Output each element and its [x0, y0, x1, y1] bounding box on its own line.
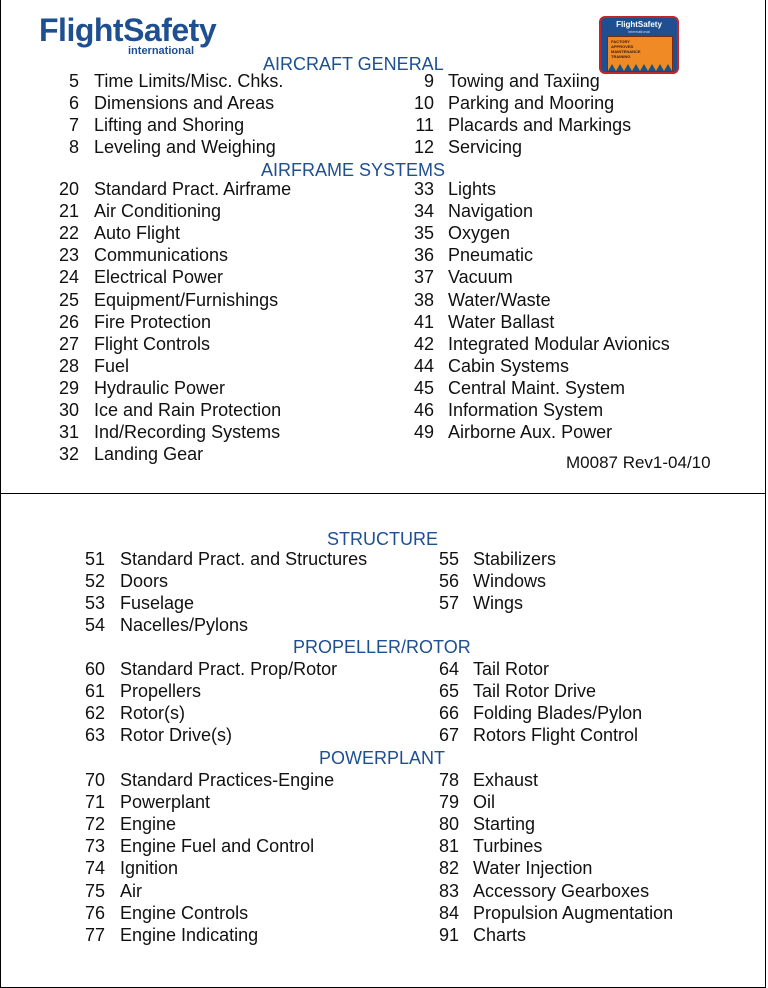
- chapter-title: Navigation: [448, 201, 534, 222]
- chapter-title: Starting: [473, 814, 536, 835]
- chapter-number: 81: [438, 836, 459, 857]
- chapter-number: 27: [58, 333, 79, 354]
- chapter-title: Water Injection: [473, 858, 593, 879]
- chapter-title: Oil: [473, 792, 495, 813]
- chapter-title: Standard Pract. Airframe: [94, 179, 292, 199]
- chapter-title: Air Conditioning: [94, 201, 222, 222]
- chapter-title: Lifting and Shoring: [94, 115, 245, 136]
- chapter-number: 75: [84, 880, 105, 901]
- section-heading: AIRCRAFT GENERAL: [263, 54, 444, 74]
- chapter-title: Standard Practices-Engine: [120, 770, 335, 790]
- section-heading: AIRFRAME SYSTEMS: [261, 160, 446, 180]
- chapter-title: Standard Pract. and Structures: [120, 549, 368, 569]
- chapter-title: Lights: [448, 179, 497, 199]
- chapter-number: 25: [58, 289, 79, 310]
- chapter-title: Placards and Markings: [448, 115, 632, 136]
- chapter-number: 24: [58, 267, 79, 288]
- chapter-title: Rotor Drive(s): [120, 725, 233, 746]
- chapter-number: 22: [58, 223, 79, 244]
- training-badge-icon: [599, 16, 679, 74]
- chapter-title: Oxygen: [448, 223, 511, 244]
- chapter-title: Exhaust: [473, 770, 539, 790]
- chapter-title: Dimensions and Areas: [94, 93, 275, 114]
- chapter-number: 64: [438, 659, 459, 679]
- chapter-number: 63: [84, 725, 105, 746]
- chapter-title: Rotors Flight Control: [473, 725, 639, 746]
- chapter-title: Engine Controls: [120, 902, 249, 923]
- chapter-number: 41: [413, 311, 434, 332]
- chapter-number: 70: [84, 770, 105, 790]
- chapter-title: Stabilizers: [473, 549, 557, 569]
- badge-line: MAINTENANCE: [611, 49, 641, 54]
- chapter-title: Auto Flight: [94, 223, 181, 244]
- chapter-title: Accessory Gearboxes: [473, 880, 650, 901]
- chapter-number: 73: [84, 836, 105, 857]
- chapter-number: 20: [58, 179, 79, 199]
- chapter-number: 23: [58, 245, 79, 266]
- chapter-title: Flight Controls: [94, 333, 211, 354]
- chapter-number: 57: [438, 593, 459, 614]
- chapter-title: Windows: [473, 571, 547, 592]
- chapter-number: 54: [84, 615, 105, 636]
- chapter-number: 71: [84, 792, 105, 813]
- chapter-title: Equipment/Furnishings: [94, 289, 279, 310]
- chapter-number: 53: [84, 593, 105, 614]
- chapter-title: Ignition: [120, 858, 179, 879]
- chapter-number: 44: [413, 355, 434, 376]
- chapter-title: Standard Pract. Prop/Rotor: [120, 659, 338, 679]
- chapter-title: Doors: [120, 571, 169, 592]
- chapter-number: 91: [438, 924, 459, 945]
- chapter-title: Cabin Systems: [448, 355, 570, 376]
- chapter-title: Engine Indicating: [120, 924, 259, 945]
- chapter-number: 72: [84, 814, 105, 835]
- chapter-number: 66: [438, 703, 459, 724]
- chapter-title: Air: [120, 880, 142, 901]
- chapter-title: Communications: [94, 245, 229, 266]
- chapter-title: Towing and Taxiing: [448, 71, 600, 91]
- chapter-title: Time Limits/Misc. Chks.: [94, 71, 284, 91]
- chapter-title: Charts: [473, 924, 527, 945]
- chapter-number: 36: [413, 245, 434, 266]
- logo-subtitle: international: [128, 45, 195, 57]
- chapter-number: 77: [84, 924, 105, 945]
- chapter-title: Landing Gear: [94, 444, 204, 465]
- top-card: [0, 0, 766, 494]
- chapter-number: 67: [438, 725, 459, 746]
- chapter-number: 38: [413, 289, 434, 310]
- chapter-title: Fire Protection: [94, 311, 212, 332]
- chapter-number: 30: [58, 400, 79, 420]
- chapter-number: 55: [438, 549, 459, 569]
- chapter-number: 51: [84, 549, 105, 569]
- section-heading: POWERPLANT: [319, 748, 446, 768]
- chapter-number: 78: [438, 770, 459, 790]
- badge-line: APPROVED: [611, 44, 634, 49]
- chapter-number: 84: [438, 902, 459, 923]
- chapter-number: 82: [438, 858, 459, 879]
- badge-teeth-icon: [608, 62, 672, 71]
- chapter-number: 26: [58, 311, 79, 332]
- chapter-title: Rotor(s): [120, 703, 186, 724]
- chapter-title: Propulsion Augmentation: [473, 902, 674, 923]
- chapter-number: 35: [413, 223, 434, 244]
- chapter-number: 37: [413, 267, 434, 288]
- chapter-number: 33: [413, 179, 434, 199]
- bottom-card: [0, 493, 766, 988]
- chapter-title: Leveling and Weighing: [94, 137, 276, 158]
- chapter-title: Water/Waste: [448, 289, 551, 310]
- chapter-number: 80: [438, 814, 459, 835]
- chapter-title: Information System: [448, 400, 604, 420]
- chapter-title: Tail Rotor: [473, 659, 550, 679]
- chapter-title: Parking and Mooring: [448, 93, 615, 114]
- chapter-number: 28: [58, 355, 79, 376]
- chapter-title: Central Maint. System: [448, 377, 626, 398]
- chapter-title: Engine: [120, 814, 177, 835]
- chapter-number: 76: [84, 902, 105, 923]
- chapter-title: Servicing: [448, 137, 523, 158]
- chapter-number: 61: [84, 681, 105, 702]
- chapter-number: 46: [413, 400, 434, 420]
- chapter-number: 5: [68, 71, 79, 91]
- chapter-number: 8: [68, 137, 79, 158]
- chapter-title: Hydraulic Power: [94, 377, 226, 398]
- chapter-number: 32: [58, 444, 79, 465]
- chapter-number: 74: [84, 858, 105, 879]
- chapter-title: Turbines: [473, 836, 543, 857]
- chapter-title: Airborne Aux. Power: [448, 422, 613, 443]
- chapter-number: 45: [413, 377, 434, 398]
- chapter-number: 21: [58, 201, 79, 222]
- section-heading: PROPELLER/ROTOR: [293, 637, 471, 657]
- badge-line: FACTORY: [611, 39, 630, 44]
- chapter-title: Ind/Recording Systems: [94, 422, 281, 443]
- chapter-title: Integrated Modular Avionics: [448, 333, 670, 354]
- chapter-number: 65: [438, 681, 459, 702]
- chapter-title: Ice and Rain Protection: [94, 400, 282, 420]
- chapter-number: 79: [438, 792, 459, 813]
- chapter-title: Tail Rotor Drive: [473, 681, 597, 702]
- chapter-number: 29: [58, 377, 79, 398]
- chapter-number: 49: [413, 422, 434, 443]
- chapter-number: 10: [413, 93, 434, 114]
- chapter-number: 9: [423, 71, 434, 91]
- chapter-title: Pneumatic: [448, 245, 534, 266]
- chapter-number: 6: [68, 93, 79, 114]
- document-number: M0087 Rev1-04/10: [566, 453, 711, 472]
- chapter-title: Propellers: [120, 681, 202, 702]
- chapter-title: Folding Blades/Pylon: [473, 703, 643, 724]
- badge-line: TRAINING: [611, 54, 631, 59]
- chapter-number: 34: [413, 201, 434, 222]
- chapter-number: 60: [84, 659, 105, 679]
- chapter-number: 11: [415, 115, 434, 136]
- chapter-title: Water Ballast: [448, 311, 555, 332]
- badge-subtitle: international: [628, 29, 650, 34]
- chapter-title: Engine Fuel and Control: [120, 836, 315, 857]
- chapter-number: 31: [58, 422, 79, 443]
- section-heading: STRUCTURE: [327, 529, 438, 549]
- chapter-number: 62: [84, 703, 105, 724]
- chapter-title: Wings: [473, 593, 524, 614]
- badge-title: FlightSafety: [616, 20, 662, 29]
- chapter-title: Vacuum: [448, 267, 513, 288]
- badge-panel: [607, 36, 673, 72]
- chapter-title: Powerplant: [120, 792, 211, 813]
- chapter-number: 56: [438, 571, 459, 592]
- chapter-number: 7: [68, 115, 79, 136]
- chapter-title: Fuel: [94, 355, 130, 376]
- chapter-number: 83: [438, 880, 459, 901]
- chapter-title: Electrical Power: [94, 267, 224, 288]
- chapter-number: 12: [413, 137, 434, 158]
- chapter-number: 42: [413, 333, 434, 354]
- logo-wordmark: FlightSafety: [39, 12, 217, 48]
- chapter-title: Nacelles/Pylons: [120, 615, 249, 636]
- chapter-title: Fuselage: [120, 593, 195, 614]
- chapter-number: 52: [84, 571, 105, 592]
